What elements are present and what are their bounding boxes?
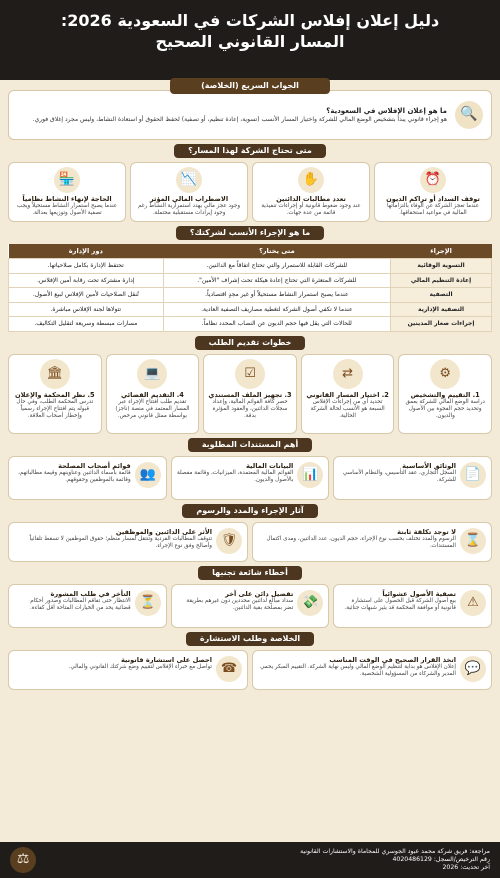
table-cell: عندما لا تكفي أصول الشركة لتغطية مصاريف التصفية العادية. [163,302,390,317]
financial-doc-icon: 📊 [297,462,323,488]
scales-of-justice-icon: ⚖ [10,847,36,873]
mistake-card [333,584,492,628]
table-cell: التصفية الإدارية [391,302,492,317]
need-card-title: تعدد مطالبات الدائنين [276,195,346,203]
table-header: متى يختار؟ [163,244,390,259]
need-card-desc: عندما تعجز الشركة عن الوفاء بالتزاماتها المالية في مواعيد استحقاقها. [386,203,480,217]
doc-title: قوائم أصحاب المصلحة [58,461,131,470]
footer-lines [300,848,490,872]
hourglass-icon: ⏳ [135,590,161,616]
closed-store-icon: 🏪 [54,167,80,193]
contact-title: احصل على استشارة قانونية [120,655,212,664]
docs-heading: أهم المستندات المطلوبة [188,438,312,452]
table-cell: إجراءات صغار المدينين [391,317,492,332]
contact-desc: تواصل مع خبراء الإفلاس لتقييم وضع شركتك القانوني والمالي. [68,664,212,671]
step-card [106,354,200,434]
step-card [203,354,297,434]
need-card-title: الحاجة لإنهاء النشاط نظامياً [22,195,112,203]
need-card-desc: عندما يصبح استمرار النشاط مستحيلاً ويجب تصفية الأصول وتوزيعها بعدالة. [16,203,118,217]
doc-desc: القوائم المالية المعتمدة، الميزانيات، وقائمة مفصلة بالأصول والديون. [177,470,294,484]
mistakes-section [8,566,492,628]
table-row [9,302,492,317]
step-title: 2. اختيار المسار القانوني [306,390,389,399]
footer-line: رقم الترخيص/السجل: 4020486129 [392,856,490,863]
impact-title: لا توجد تكلفة ثابتة [397,527,456,536]
mistake-title: تفضيل دائن على آخر [225,589,294,598]
step-desc: حصر كافة القوائم المالية، وإعداد سجلات الدائنين، والعقود المؤثرة بدقة. [212,399,288,420]
mistake-card [171,584,330,628]
table-row [9,273,492,288]
step-desc: تقديم طلب افتتاح الإجراء عبر المسار المعتمد في منصة (ناجز) بواسطة ممثل قانوني مرخص. [115,399,190,420]
contact-card[interactable] [8,650,248,690]
table-cell: إدارة مشتركة تحت رقابة أمين الإفلاس. [9,273,164,288]
table-cell: تحتفظ الإدارة بكامل صلاحياتها. [9,259,164,274]
group-icon: 👥 [135,462,161,488]
warning-icon: ⚠ [460,590,486,616]
summary-title: اتخذ القرار الصحيح في الوقت المناسب [329,655,456,664]
table-row [9,259,492,274]
clock-money-icon: ⏰ [420,167,446,193]
table-row [9,288,492,303]
impact-card [8,522,248,562]
step-card [301,354,395,434]
table-cell: التصفية [391,288,492,303]
table-cell: تُنقل الصلاحيات لأمين الإفلاس لبيع الأصول. [9,288,164,303]
step-desc: تحديد أي من إجراءات الإفلاس السبعة هو الأنسب لحالة الشركة الحالية. [310,399,385,420]
shield-people-icon: 🛡 [216,528,242,554]
footer-line: مراجعة: فريق شركة محمد عبود الجوسري للمحاماة والاستشارات القانونية [300,848,490,855]
procedure-table [8,244,492,332]
table-header: دور الإدارة [9,244,164,259]
courthouse-icon: 🏛 [40,359,70,389]
step-card [398,354,492,434]
mistake-desc: الانتظار حتى تفاقم المطالبات وصدور أحكام قضائية يحد من الخيارات المتاحة أقل كفاءة. [30,598,131,612]
impact-desc: تتوقف المطالبات الفردية وتنتقل لمسار منظم؛ حقوق الموظفين لا تسقط تلقائياً وأصالح وفق نوع الإجراء. [29,536,212,550]
table-row [9,317,492,332]
step-desc: دراسة الوضع المالي للشركة بعمق وتحديد حجم الفجوة بين الأصول والديون. [405,399,485,420]
need-card-title: توقف السداد أو تراكم الديون [386,195,480,203]
impact-title: الأثر على الدائنين والموظفين [115,527,212,536]
title-line-1: دليل إعلان إفلاس الشركات في السعودية 2026: [60,11,440,30]
table-cell: للشركات المتعثرة التي تحتاج إعادة هيكلة تحت إشراف "الأمين". [163,273,390,288]
table-cell: إعادة التنظيم المالي [391,273,492,288]
hourglass-coins-icon: ⌛ [460,528,486,554]
speech-bubble-icon: 💬 [460,656,486,682]
quick-answer: هو إجراء قانوني يبدأ بتشخيص الوضع المالي للشركة واختيار المسار الأنسب (تسوية، إعادة تنظيم، أو تصفية) لحفظ الحقوق أو استعادة النشاط، وليس مجرد إغلاق فوري. [32,115,447,123]
need-card-desc: وجود عجز مالي يهدد استمرارية النشاط رغم وجود إيرادات مستقبلية محتملة. [137,203,241,217]
summary-desc: إعلان الإفلاس هو بداية لتنظيم الوضع المالي وليس نهاية الشركة. التقييم المبكر يحمي المدير والشركاء من المسؤولية الشخصية. [260,664,456,678]
summary-card [252,650,492,690]
mistake-title: تصفية الأصول عشوائياً [382,589,456,598]
table-cell: مسارات مبسطة وسريعة لتقليل التكاليف. [9,317,164,332]
najiz-laptop-icon: 💻 [137,359,167,389]
mistake-desc: سداد مبالغ لدائنين محددين دون غيرهم بطريقة تضر بمصلحة بقية الدائنين. [186,598,294,612]
table-cell: التسوية الوقائية [391,259,492,274]
table-cell: تتولاها لجنة الإفلاس مباشرة. [9,302,164,317]
impact-card [252,522,492,562]
footer-line: آخر تحديث: 2026 [442,864,490,871]
steps-heading: خطوات تقديم الطلب [195,336,306,350]
doc-title: الوثائق الأساسية [402,461,456,470]
need-heading: متى تحتاج الشركة لهذا المسار؟ [174,144,326,158]
procedure-heading: ما هو الإجراء الأنسب لشركتك؟ [176,226,324,240]
mistake-desc: بيع أصول الشركة قبل الحصول على استشارة قانونية أو موافقة المحكمة قد يثير شبهات جنائية. [344,598,456,612]
summary-section [8,632,492,690]
need-card-desc: عند وجود ضغوط قانونية أو إجراءات تنفيذية قائمة من عدة جهات. [261,203,361,217]
page-title [0,10,500,52]
quick-answer-box [8,90,492,140]
contract-icon: 📄 [460,462,486,488]
quick-question: ما هو إعلان الإفلاس في السعودية؟ [326,106,447,115]
table-cell: للشركات القابلة للاستمرار والتي تحتاج اتفاقاً مع الدائنين. [163,259,390,274]
doc-card [333,456,492,500]
steps-section [8,336,492,434]
need-card [8,162,126,222]
need-card [252,162,370,222]
step-title: 1. التقييم والتشخيص [410,390,480,399]
footer [0,842,500,878]
phone-icon: ☎ [216,656,242,682]
quick-answer-badge: الجواب السريع (الخلاصة) [170,78,330,94]
doc-card [8,456,167,500]
doc-title: البيانات المالية [246,461,294,470]
document-search-icon: 🔍 [455,101,483,129]
impact-heading: آثار الإجراء والمدد والرسوم [182,504,317,518]
crossroads-icon: ⇄ [333,359,363,389]
table-header: الإجراء [391,244,492,259]
need-card [130,162,248,222]
step-desc: تدرس المحكمة الطلب، وفي حال قبوله يتم افتتاح الإجراء رسمياً وإخطار أصحاب العلاقة. [16,399,94,420]
mistake-title: التأخر في طلب المشورة [50,589,131,598]
doc-desc: السجل التجاري، عقد التأسيس، والنظام الأساسي للشركة. [342,470,456,484]
step-title: 3. تجهيز الملف المستندي [208,390,292,399]
mistake-card [8,584,167,628]
impact-section [8,504,492,562]
checklist-icon: ☑ [235,359,265,389]
step-card [8,354,102,434]
table-cell: عندما يصبح استمرار النشاط مستحيلاً أو غير مجدٍ اقتصادياً. [163,288,390,303]
procedure-section [8,226,492,332]
summary-heading: الخلاصة وطلب الاستشارة [186,632,314,646]
table-cell: للحالات التي يقل فيها حجم الديون عن النصاب المحدد نظاماً. [163,317,390,332]
need-card-title: الاضطراب المالي المؤثر [149,195,229,203]
money-flow-icon: 💸 [297,590,323,616]
impact-desc: الرسوم والمدد تختلف بحسب نوع الإجراء، حجم الديون، عدد الدائنين، ومدى اكتمال المستندات. [266,536,456,550]
doc-desc: قائمة بأسماء الدائنين وعناوينهم وقيمة مطالباتهم، وقائمة بالموظفين وحقوقهم. [18,470,131,484]
hand-money-icon: ✋ [298,167,324,193]
money-gear-icon: ⚙ [430,359,460,389]
chart-down-icon: 📉 [176,167,202,193]
doc-card [171,456,330,500]
need-section [8,144,492,222]
hero-header [0,0,500,90]
need-card [374,162,492,222]
title-line-2: المسار القانوني الصحيح [155,32,345,51]
step-title: 5. نظر المحكمة والإعلان [15,390,95,399]
docs-section [8,438,492,500]
mistakes-heading: أخطاء شائعة تجنبها [198,566,302,580]
step-title: 4. التقديم الفضائي [120,390,184,399]
